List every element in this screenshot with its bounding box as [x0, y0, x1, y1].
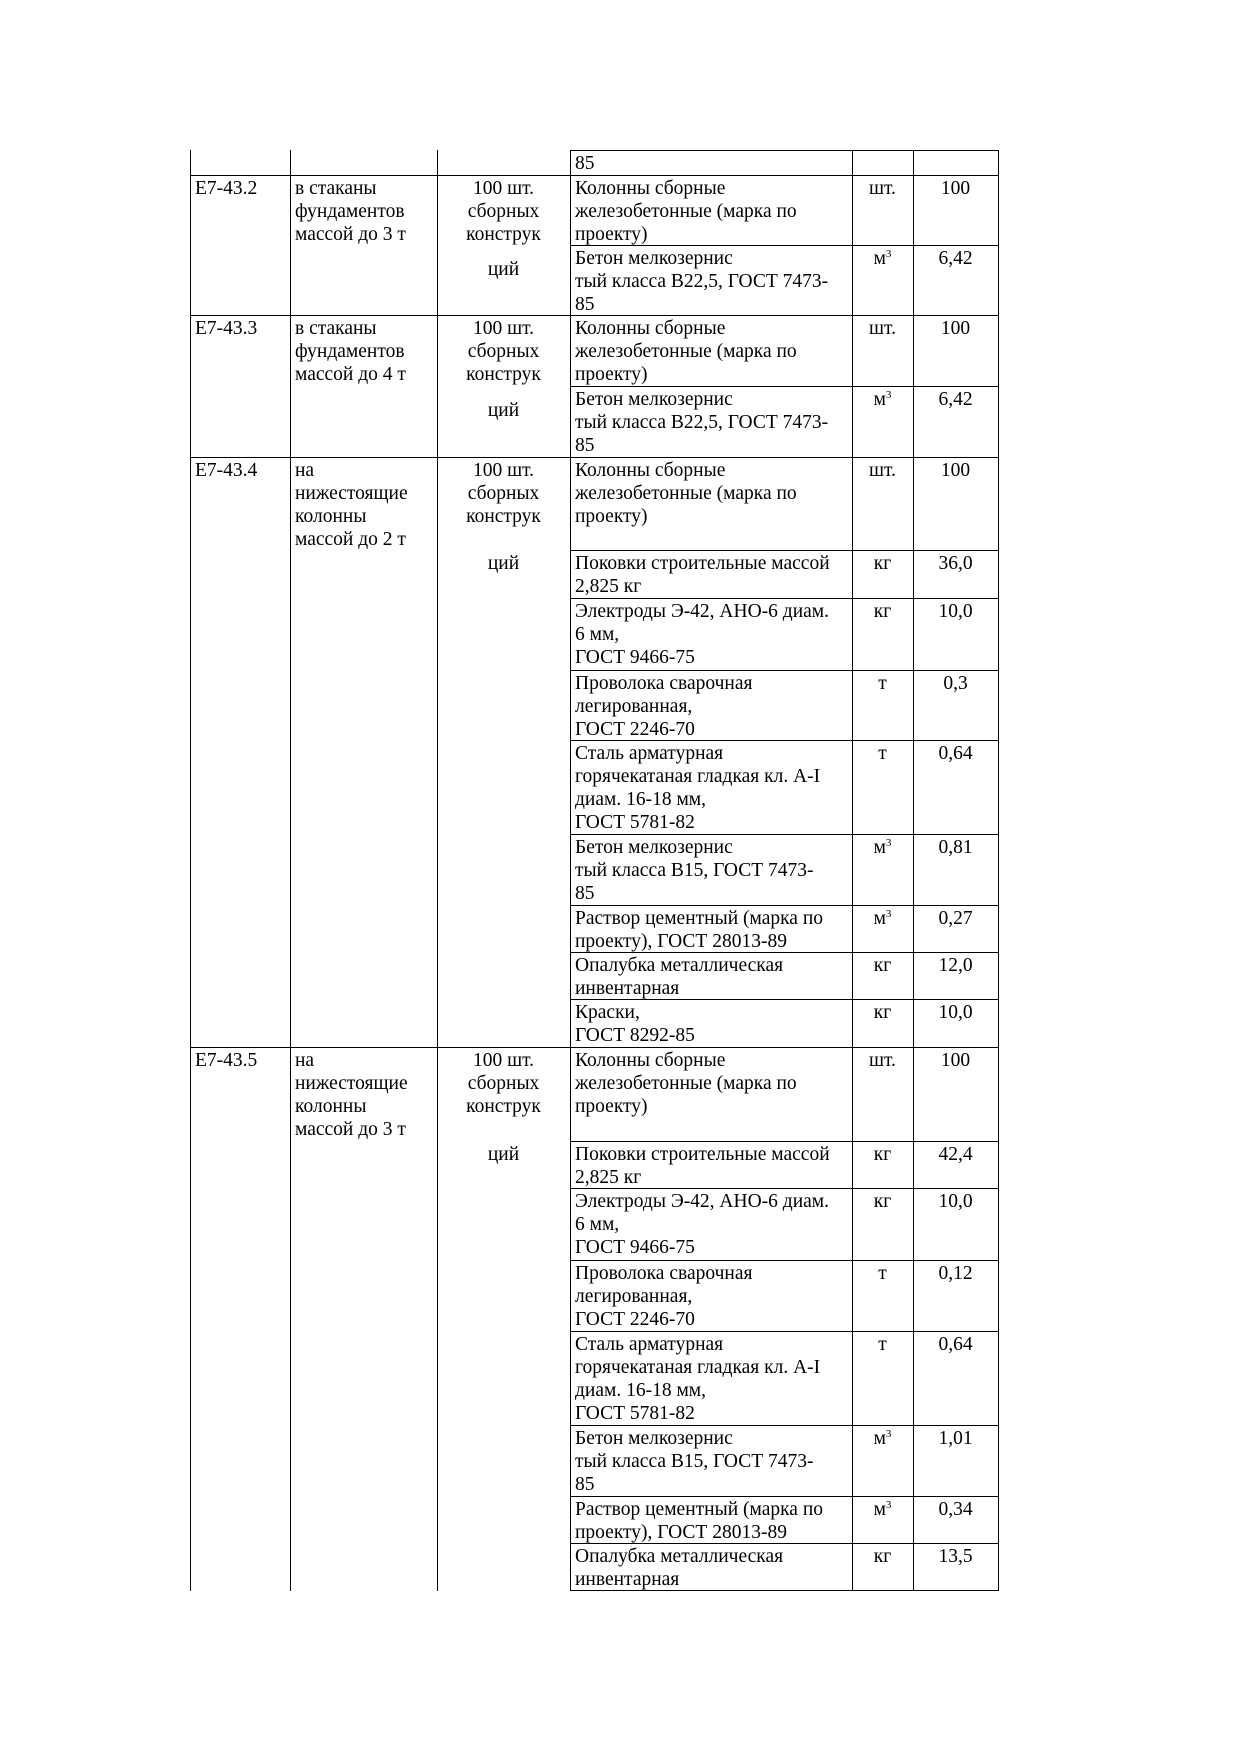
material-name: Проволока сварочная легированная, ГОСТ 2246-70: [575, 673, 753, 740]
table-border: [570, 386, 999, 387]
norm-measure-unit: 100 шт. сборных конструк: [466, 460, 541, 527]
material-name: Колонны сборные железобетонные (марка по проекту): [575, 460, 797, 527]
norm-work-name: на нижестоящие колонны массой до 2 т: [295, 460, 408, 550]
table-border: [570, 905, 999, 906]
material-quantity: 100: [940, 1050, 971, 1071]
table-border: [190, 1047, 999, 1048]
material-quantity: 0,34: [938, 1499, 973, 1520]
table-border: [570, 150, 571, 1591]
unit-exponent: 3: [885, 248, 892, 260]
material-name: Колонны сборные железобетонные (марка по проекту): [575, 1050, 797, 1117]
table-border: [190, 457, 999, 458]
material-quantity: 0,27: [938, 908, 973, 929]
norm-work-name: в стаканы фундаментов массой до 4 т: [295, 318, 406, 385]
table-border: [190, 175, 999, 176]
norm-code: Е7-43.5: [195, 1050, 258, 1071]
material-unit: т: [878, 743, 887, 764]
table-border: [570, 1496, 999, 1497]
material-quantity: 0,12: [938, 1263, 973, 1284]
material-unit: шт.: [869, 178, 896, 199]
norm-code: Е7-43.2: [195, 178, 258, 199]
table-border: [437, 150, 438, 1591]
material-unit: шт.: [869, 460, 896, 481]
material-unit: кг: [873, 955, 892, 976]
material-quantity: 0,81: [938, 837, 973, 858]
table-border: [998, 150, 999, 1591]
material-unit: $м^3$: [873, 389, 892, 410]
material-name: Электроды Э-42, АНО-6 диам. 6 мм, ГОСТ 9466-75: [575, 601, 830, 668]
material-quantity: 0,3: [943, 673, 968, 694]
table-border: [570, 740, 999, 741]
material-unit: кг: [873, 1144, 892, 1165]
norm-measure-unit-cont: ций: [487, 400, 520, 421]
table-border: [570, 550, 999, 551]
table-border: [570, 1543, 999, 1544]
material-unit: шт.: [869, 318, 896, 339]
material-quantity: 12,0: [938, 955, 973, 976]
table-border: [913, 150, 914, 1591]
material-name: Сталь арматурная горячекатаная гладкая кл. А-I диам. 16-18 мм, ГОСТ 5781-82: [575, 743, 821, 833]
material-name: Бетон мелкозернис тый класса В22,5, ГОСТ 7473- 85: [575, 389, 829, 456]
table-border: [570, 245, 999, 246]
material-name: Бетон мелкозернис тый класса В15, ГОСТ 7473- 85: [575, 1428, 814, 1495]
material-unit: шт.: [869, 1050, 896, 1071]
table-border: [570, 1331, 999, 1332]
material-unit: кг: [873, 553, 892, 574]
material-quantity: 10,0: [938, 1191, 973, 1212]
table-border: [570, 150, 999, 151]
material-name: Опалубка металлическая инвентарная: [575, 1546, 784, 1590]
material-name: Опалубка металлическая инвентарная: [575, 955, 784, 999]
material-name: Бетон мелкозернис тый класса В15, ГОСТ 7473- 85: [575, 837, 814, 904]
norm-code: Е7-43.4: [195, 460, 258, 481]
norm-code: Е7-43.3: [195, 318, 258, 339]
material-quantity: 100: [940, 460, 971, 481]
material-unit: $м^3$: [873, 837, 892, 858]
material-unit: кг: [873, 1546, 892, 1567]
table-border: [570, 834, 999, 835]
material-name: Поковки строительные массой 2,825 кг: [575, 553, 830, 597]
material-name: Краски, ГОСТ 8292-85: [575, 1002, 695, 1046]
unit-exponent: 3: [885, 1499, 892, 1511]
norm-measure-unit: 100 шт. сборных конструк: [466, 178, 541, 245]
table-border: [570, 999, 999, 1000]
norm-measure-unit-cont: ций: [487, 553, 520, 574]
material-name: Бетон мелкозернис тый класса В22,5, ГОСТ 7473- 85: [575, 248, 829, 315]
material-unit: т: [878, 1334, 887, 1355]
material-name: Раствор цементный (марка по проекту), ГОСТ 28013-89: [575, 908, 824, 952]
material-unit: т: [878, 673, 887, 694]
material-unit: $м^3$: [873, 1499, 892, 1520]
material-quantity: 10,0: [938, 1002, 973, 1023]
table-border: [570, 598, 999, 599]
continued-material-cell: 85: [575, 153, 595, 174]
material-quantity: 1,01: [938, 1428, 973, 1449]
table-border: [290, 150, 291, 1591]
unit-exponent: 3: [885, 837, 892, 849]
material-unit: $м^3$: [873, 908, 892, 929]
material-quantity: 10,0: [938, 601, 973, 622]
material-unit: кг: [873, 1002, 892, 1023]
norm-measure-unit-cont: ций: [487, 259, 520, 280]
table-border: [570, 952, 999, 953]
material-unit: $м^3$: [873, 248, 892, 269]
material-quantity: 100: [940, 318, 971, 339]
table-border: [570, 1260, 999, 1261]
material-name: Поковки строительные массой 2,825 кг: [575, 1144, 830, 1188]
material-quantity: 0,64: [938, 1334, 973, 1355]
material-name: Сталь арматурная горячекатаная гладкая кл. А-I диам. 16-18 мм, ГОСТ 5781-82: [575, 1334, 821, 1424]
material-quantity: 13,5: [938, 1546, 973, 1567]
table-border: [190, 150, 191, 1591]
norm-work-name: на нижестоящие колонны массой до 3 т: [295, 1050, 408, 1140]
table-border: [190, 315, 999, 316]
material-unit: т: [878, 1263, 887, 1284]
table-border: [570, 1141, 999, 1142]
unit-exponent: 3: [885, 389, 892, 401]
norm-measure-unit: 100 шт. сборных конструк: [466, 1050, 541, 1117]
table-border: [570, 1425, 999, 1426]
material-quantity: 0,64: [938, 743, 973, 764]
material-unit: кг: [873, 601, 892, 622]
table-border: [852, 150, 853, 1591]
material-name: Раствор цементный (марка по проекту), ГОСТ 28013-89: [575, 1499, 824, 1543]
material-quantity: 42,4: [938, 1144, 973, 1165]
table-border: [570, 670, 999, 671]
material-quantity: 36,0: [938, 553, 973, 574]
norm-work-name: в стаканы фундаментов массой до 3 т: [295, 178, 406, 245]
material-quantity: 6,42: [938, 389, 973, 410]
unit-exponent: 3: [885, 908, 892, 920]
material-unit: $м^3$: [873, 1428, 892, 1449]
unit-exponent: 3: [885, 1428, 892, 1440]
material-name: Проволока сварочная легированная, ГОСТ 2246-70: [575, 1263, 753, 1330]
material-quantity: 6,42: [938, 248, 973, 269]
material-unit: кг: [873, 1191, 892, 1212]
material-name: Электроды Э-42, АНО-6 диам. 6 мм, ГОСТ 9466-75: [575, 1191, 830, 1258]
material-name: Колонны сборные железобетонные (марка по проекту): [575, 318, 797, 385]
norm-measure-unit-cont: ций: [487, 1144, 520, 1165]
table-border: [570, 1188, 999, 1189]
norm-measure-unit: 100 шт. сборных конструк: [466, 318, 541, 385]
material-quantity: 100: [940, 178, 971, 199]
material-name: Колонны сборные железобетонные (марка по проекту): [575, 178, 797, 245]
